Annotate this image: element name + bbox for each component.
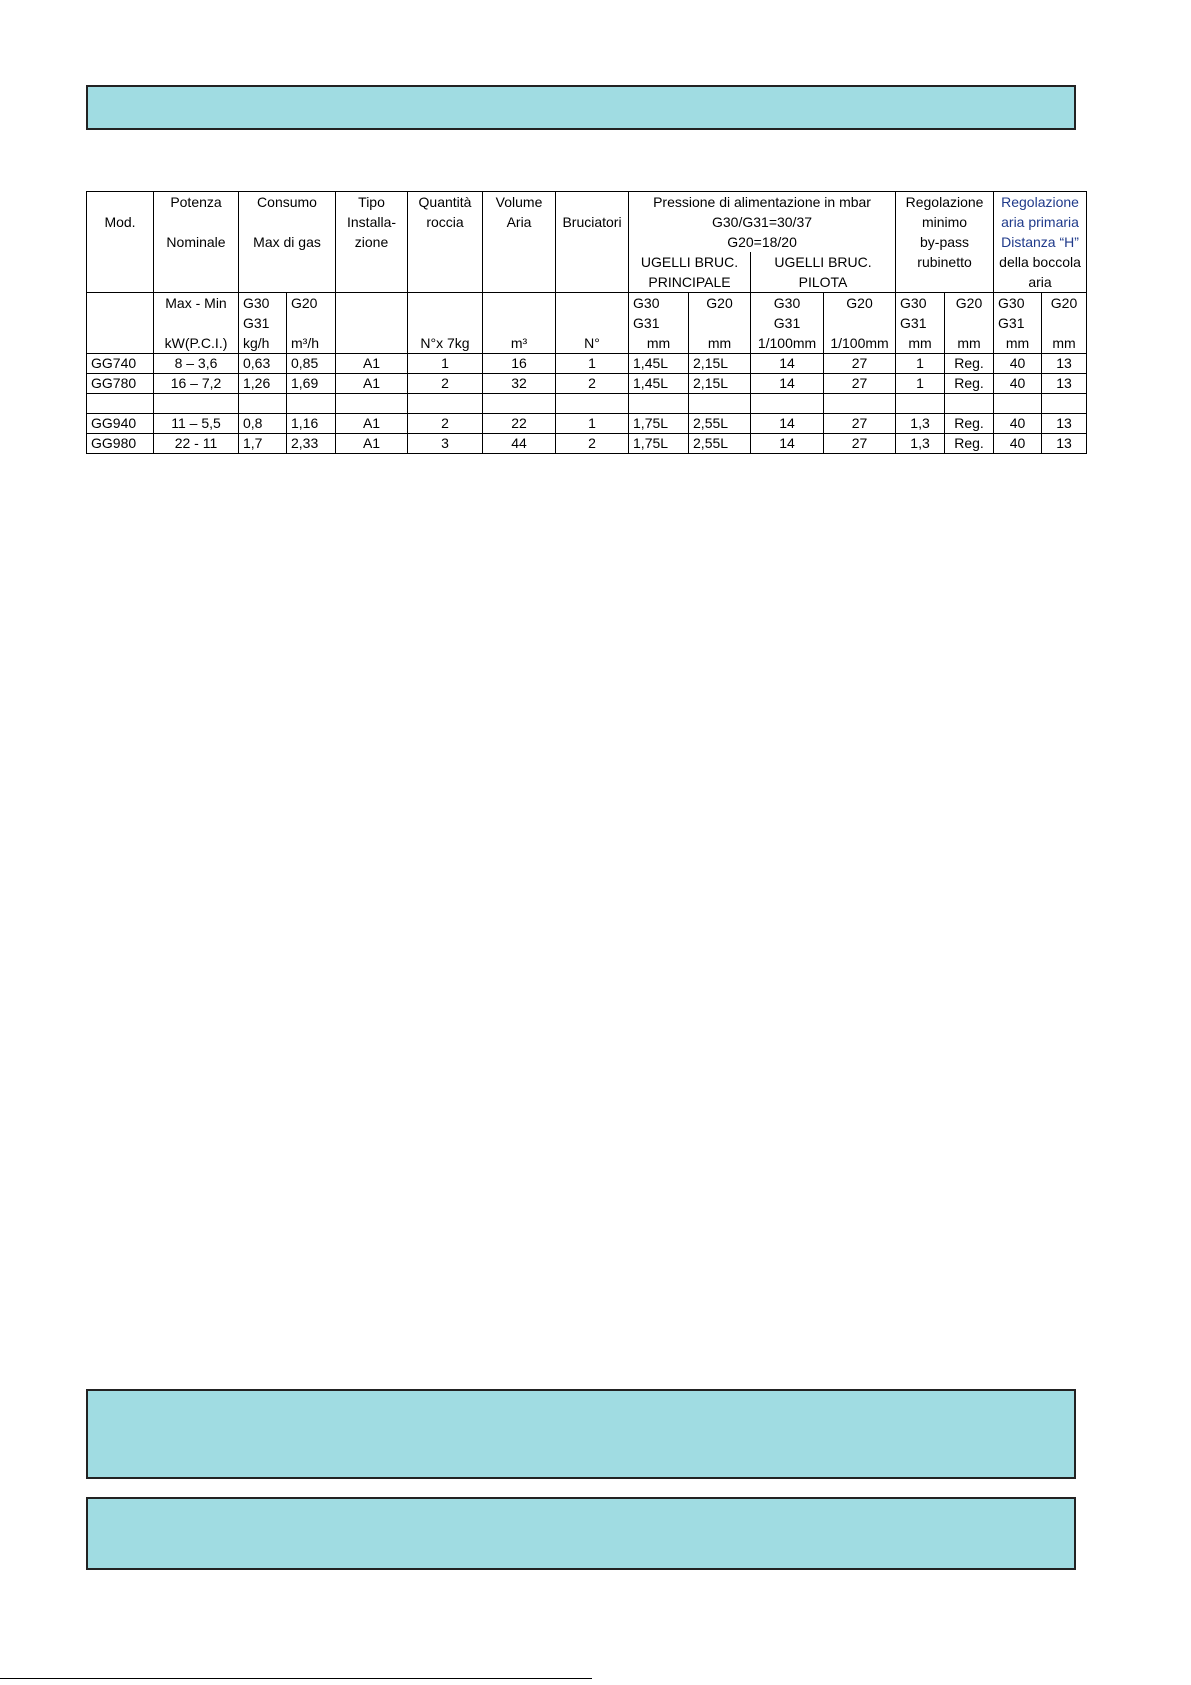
table-cell: 27 bbox=[824, 354, 896, 374]
header-potenza-line3: Nominale bbox=[154, 232, 239, 252]
header-empty bbox=[87, 293, 154, 314]
table-cell bbox=[408, 394, 483, 414]
table-cell: 1,69 bbox=[287, 374, 336, 394]
table-cell: 1 bbox=[556, 354, 629, 374]
table-cell: 1,3 bbox=[896, 414, 945, 434]
header-potenza-line2 bbox=[154, 212, 239, 232]
table-cell: 13 bbox=[1042, 414, 1087, 434]
header-empty bbox=[483, 293, 556, 314]
table-cell: Reg. bbox=[945, 414, 994, 434]
table-cell: 14 bbox=[751, 354, 824, 374]
header-pressione: Pressione di alimentazione in mbar bbox=[629, 192, 896, 213]
unit-min-g30: mm bbox=[896, 333, 945, 354]
table-cell: 2,55L bbox=[689, 434, 751, 454]
header-mod: Mod. bbox=[87, 212, 154, 232]
header-empty bbox=[154, 272, 239, 293]
unit-consumo-g30: kg/h bbox=[239, 333, 287, 354]
header-empty bbox=[87, 272, 154, 293]
table-cell bbox=[287, 394, 336, 414]
table-row-spacer bbox=[87, 394, 1087, 414]
top-header-band bbox=[86, 85, 1076, 130]
unit-volume: m³ bbox=[483, 333, 556, 354]
table-cell: 40 bbox=[994, 434, 1042, 454]
table-cell: 1 bbox=[556, 414, 629, 434]
header-princ-g31: G31 bbox=[629, 313, 689, 333]
table-cell bbox=[824, 394, 896, 414]
table-cell bbox=[483, 394, 556, 414]
unit-min-g20: mm bbox=[945, 333, 994, 354]
header-regolazione-aria-line3: Distanza “H” bbox=[994, 232, 1087, 252]
header-empty bbox=[408, 313, 483, 333]
header-empty bbox=[87, 232, 154, 252]
header-pilota-g30: G30 bbox=[751, 293, 824, 314]
header-pilota-g20: G20 bbox=[824, 293, 896, 314]
table-cell bbox=[154, 394, 239, 414]
unit-pilota-g30: 1/100mm bbox=[751, 333, 824, 354]
header-ugelli-principale-line2: PRINCIPALE bbox=[629, 272, 751, 293]
unit-pilota-g20: 1/100mm bbox=[824, 333, 896, 354]
unit-bruciatori: N° bbox=[556, 333, 629, 354]
table-cell: 40 bbox=[994, 414, 1042, 434]
header-empty bbox=[87, 252, 154, 272]
unit-potenza: kW(P.C.I.) bbox=[154, 333, 239, 354]
header-min-g20: G20 bbox=[945, 293, 994, 314]
header-regolazione-aria-line4: della boccola bbox=[994, 252, 1087, 272]
unit-aria-g30: mm bbox=[994, 333, 1042, 354]
table-cell: 0,63 bbox=[239, 354, 287, 374]
header-empty bbox=[154, 252, 239, 272]
header-empty bbox=[483, 232, 556, 252]
table-cell: 1,3 bbox=[896, 434, 945, 454]
table-body bbox=[87, 354, 1087, 454]
table-cell: 32 bbox=[483, 374, 556, 394]
table-cell: 2 bbox=[556, 374, 629, 394]
header-quantita: Quantità bbox=[408, 192, 483, 213]
table-cell: 2 bbox=[408, 374, 483, 394]
header-regolazione-minimo: Regolazione bbox=[896, 192, 994, 213]
table-cell: 16 bbox=[483, 354, 556, 374]
header-empty bbox=[689, 313, 751, 333]
header-empty bbox=[896, 272, 994, 293]
header-empty bbox=[483, 272, 556, 293]
table-cell: 1 bbox=[896, 374, 945, 394]
header-empty bbox=[87, 313, 154, 333]
header-consumo-line2 bbox=[239, 212, 336, 232]
header-empty bbox=[239, 272, 336, 293]
header-consumo: Consumo bbox=[239, 192, 336, 213]
table-cell: 27 bbox=[824, 434, 896, 454]
header-pressione-line3: G20=18/20 bbox=[629, 232, 896, 252]
table-cell: 2,55L bbox=[689, 414, 751, 434]
table-cell bbox=[1042, 394, 1087, 414]
table-cell: 1,75L bbox=[629, 434, 689, 454]
table-cell bbox=[556, 394, 629, 414]
table-cell: 27 bbox=[824, 374, 896, 394]
table-row bbox=[87, 434, 1087, 454]
unit-quantita: N°x 7kg bbox=[408, 333, 483, 354]
header-consumo-line3: Max di gas bbox=[239, 232, 336, 252]
table-cell: 1 bbox=[408, 354, 483, 374]
model-cell bbox=[87, 394, 154, 414]
header-empty bbox=[336, 272, 408, 293]
model-cell: GG940 bbox=[87, 414, 154, 434]
header-bruciatori: Bruciatori bbox=[556, 212, 629, 232]
header-empty bbox=[556, 252, 629, 272]
table-cell bbox=[751, 394, 824, 414]
header-empty bbox=[556, 313, 629, 333]
header-tipo-line2: Installa- bbox=[336, 212, 408, 232]
header-princ-g20: G20 bbox=[689, 293, 751, 314]
header-tipo: Tipo bbox=[336, 192, 408, 213]
header-princ-g30: G30 bbox=[629, 293, 689, 314]
table-cell: 2 bbox=[556, 434, 629, 454]
table-cell bbox=[689, 394, 751, 414]
table-cell: 13 bbox=[1042, 374, 1087, 394]
unit-princ-g20: mm bbox=[689, 333, 751, 354]
table-cell bbox=[629, 394, 689, 414]
table-cell: 40 bbox=[994, 354, 1042, 374]
table-cell bbox=[336, 394, 408, 414]
table-cell: 2 bbox=[408, 414, 483, 434]
table-cell: 1 bbox=[896, 354, 945, 374]
header-empty bbox=[336, 293, 408, 314]
table-cell: 44 bbox=[483, 434, 556, 454]
header-regolazione-minimo-line2: minimo bbox=[896, 212, 994, 232]
header-aria-g31: G31 bbox=[994, 313, 1042, 333]
header-min-g31: G31 bbox=[896, 313, 945, 333]
table-cell: 22 - 11 bbox=[154, 434, 239, 454]
bottom-band bbox=[86, 1497, 1076, 1570]
table-cell: Reg. bbox=[945, 374, 994, 394]
table-cell: 27 bbox=[824, 414, 896, 434]
header-pilota-g31: G31 bbox=[751, 313, 824, 333]
table-cell: 2,15L bbox=[689, 374, 751, 394]
header-quantita-line2: roccia bbox=[408, 212, 483, 232]
table-cell: 1,26 bbox=[239, 374, 287, 394]
table-cell: 1,75L bbox=[629, 414, 689, 434]
header-empty bbox=[556, 232, 629, 252]
table-cell: 8 – 3,6 bbox=[154, 354, 239, 374]
header-empty bbox=[336, 333, 408, 354]
header-bruciatori-blank bbox=[556, 192, 629, 213]
table-cell: 0,85 bbox=[287, 354, 336, 374]
header-empty bbox=[87, 333, 154, 354]
table-cell: A1 bbox=[336, 414, 408, 434]
table-cell: 40 bbox=[994, 374, 1042, 394]
unit-princ-g30: mm bbox=[629, 333, 689, 354]
table-cell: 14 bbox=[751, 434, 824, 454]
table-cell: 3 bbox=[408, 434, 483, 454]
model-cell: GG980 bbox=[87, 434, 154, 454]
table-cell bbox=[994, 394, 1042, 414]
spec-table bbox=[86, 191, 1087, 454]
header-mod-blank bbox=[87, 192, 154, 213]
table-cell: 14 bbox=[751, 414, 824, 434]
header-ugelli-pilota-line2: PILOTA bbox=[751, 272, 896, 293]
header-empty bbox=[1042, 313, 1087, 333]
table-cell: 1,45L bbox=[629, 374, 689, 394]
header-empty bbox=[336, 252, 408, 272]
table-cell: 13 bbox=[1042, 434, 1087, 454]
middle-band bbox=[86, 1389, 1076, 1479]
header-empty bbox=[154, 313, 239, 333]
header-empty bbox=[408, 252, 483, 272]
header-empty bbox=[408, 293, 483, 314]
table-cell: 11 – 5,5 bbox=[154, 414, 239, 434]
model-cell: GG780 bbox=[87, 374, 154, 394]
header-aria-g30: G30 bbox=[994, 293, 1042, 314]
table-cell: A1 bbox=[336, 434, 408, 454]
header-aria-g20: G20 bbox=[1042, 293, 1087, 314]
unit-consumo-g20: m³/h bbox=[287, 333, 336, 354]
table-cell: A1 bbox=[336, 374, 408, 394]
header-empty bbox=[336, 313, 408, 333]
table-cell: 1,16 bbox=[287, 414, 336, 434]
table-row bbox=[87, 374, 1087, 394]
header-regolazione-aria-line5: aria bbox=[994, 272, 1087, 293]
header-empty bbox=[556, 272, 629, 293]
header-empty bbox=[824, 313, 896, 333]
model-cell: GG740 bbox=[87, 354, 154, 374]
table-cell: A1 bbox=[336, 354, 408, 374]
table-cell: 0,8 bbox=[239, 414, 287, 434]
table-cell: 2,15L bbox=[689, 354, 751, 374]
table-cell: 13 bbox=[1042, 354, 1087, 374]
header-regolazione-aria: Regolazione bbox=[994, 192, 1087, 213]
table-cell: 1,45L bbox=[629, 354, 689, 374]
table-cell: Reg. bbox=[945, 434, 994, 454]
header-potenza-range: Max - Min bbox=[154, 293, 239, 314]
table-cell: 16 – 7,2 bbox=[154, 374, 239, 394]
header-volume-line2: Aria bbox=[483, 212, 556, 232]
table-cell: 14 bbox=[751, 374, 824, 394]
header-empty bbox=[287, 313, 336, 333]
table-cell: Reg. bbox=[945, 354, 994, 374]
header-empty bbox=[556, 293, 629, 314]
table-cell bbox=[239, 394, 287, 414]
header-empty bbox=[483, 313, 556, 333]
header-empty bbox=[408, 232, 483, 252]
header-empty bbox=[483, 252, 556, 272]
header-regolazione-minimo-line4: rubinetto bbox=[896, 252, 994, 272]
header-empty bbox=[408, 272, 483, 293]
unit-aria-g20: mm bbox=[1042, 333, 1087, 354]
table-cell bbox=[945, 394, 994, 414]
header-ugelli-principale: UGELLI BRUC. bbox=[629, 252, 751, 272]
table-cell: 22 bbox=[483, 414, 556, 434]
header-potenza: Potenza bbox=[154, 192, 239, 213]
header-consumo-g20: G20 bbox=[287, 293, 336, 314]
header-empty bbox=[945, 313, 994, 333]
header-consumo-g30: G30 bbox=[239, 293, 287, 314]
table-row bbox=[87, 414, 1087, 434]
header-empty bbox=[239, 252, 336, 272]
table-row bbox=[87, 354, 1087, 374]
header-ugelli-pilota: UGELLI BRUC. bbox=[751, 252, 896, 272]
header-pressione-line2: G30/G31=30/37 bbox=[629, 212, 896, 232]
header-consumo-g31: G31 bbox=[239, 313, 287, 333]
header-regolazione-minimo-line3: by-pass bbox=[896, 232, 994, 252]
header-tipo-line3: zione bbox=[336, 232, 408, 252]
header-regolazione-aria-line2: aria primaria bbox=[994, 212, 1087, 232]
table-cell: 1,7 bbox=[239, 434, 287, 454]
table-cell: 2,33 bbox=[287, 434, 336, 454]
footer-rule bbox=[0, 1678, 592, 1679]
header-min-g30: G30 bbox=[896, 293, 945, 314]
table-cell bbox=[896, 394, 945, 414]
header-volume: Volume bbox=[483, 192, 556, 213]
